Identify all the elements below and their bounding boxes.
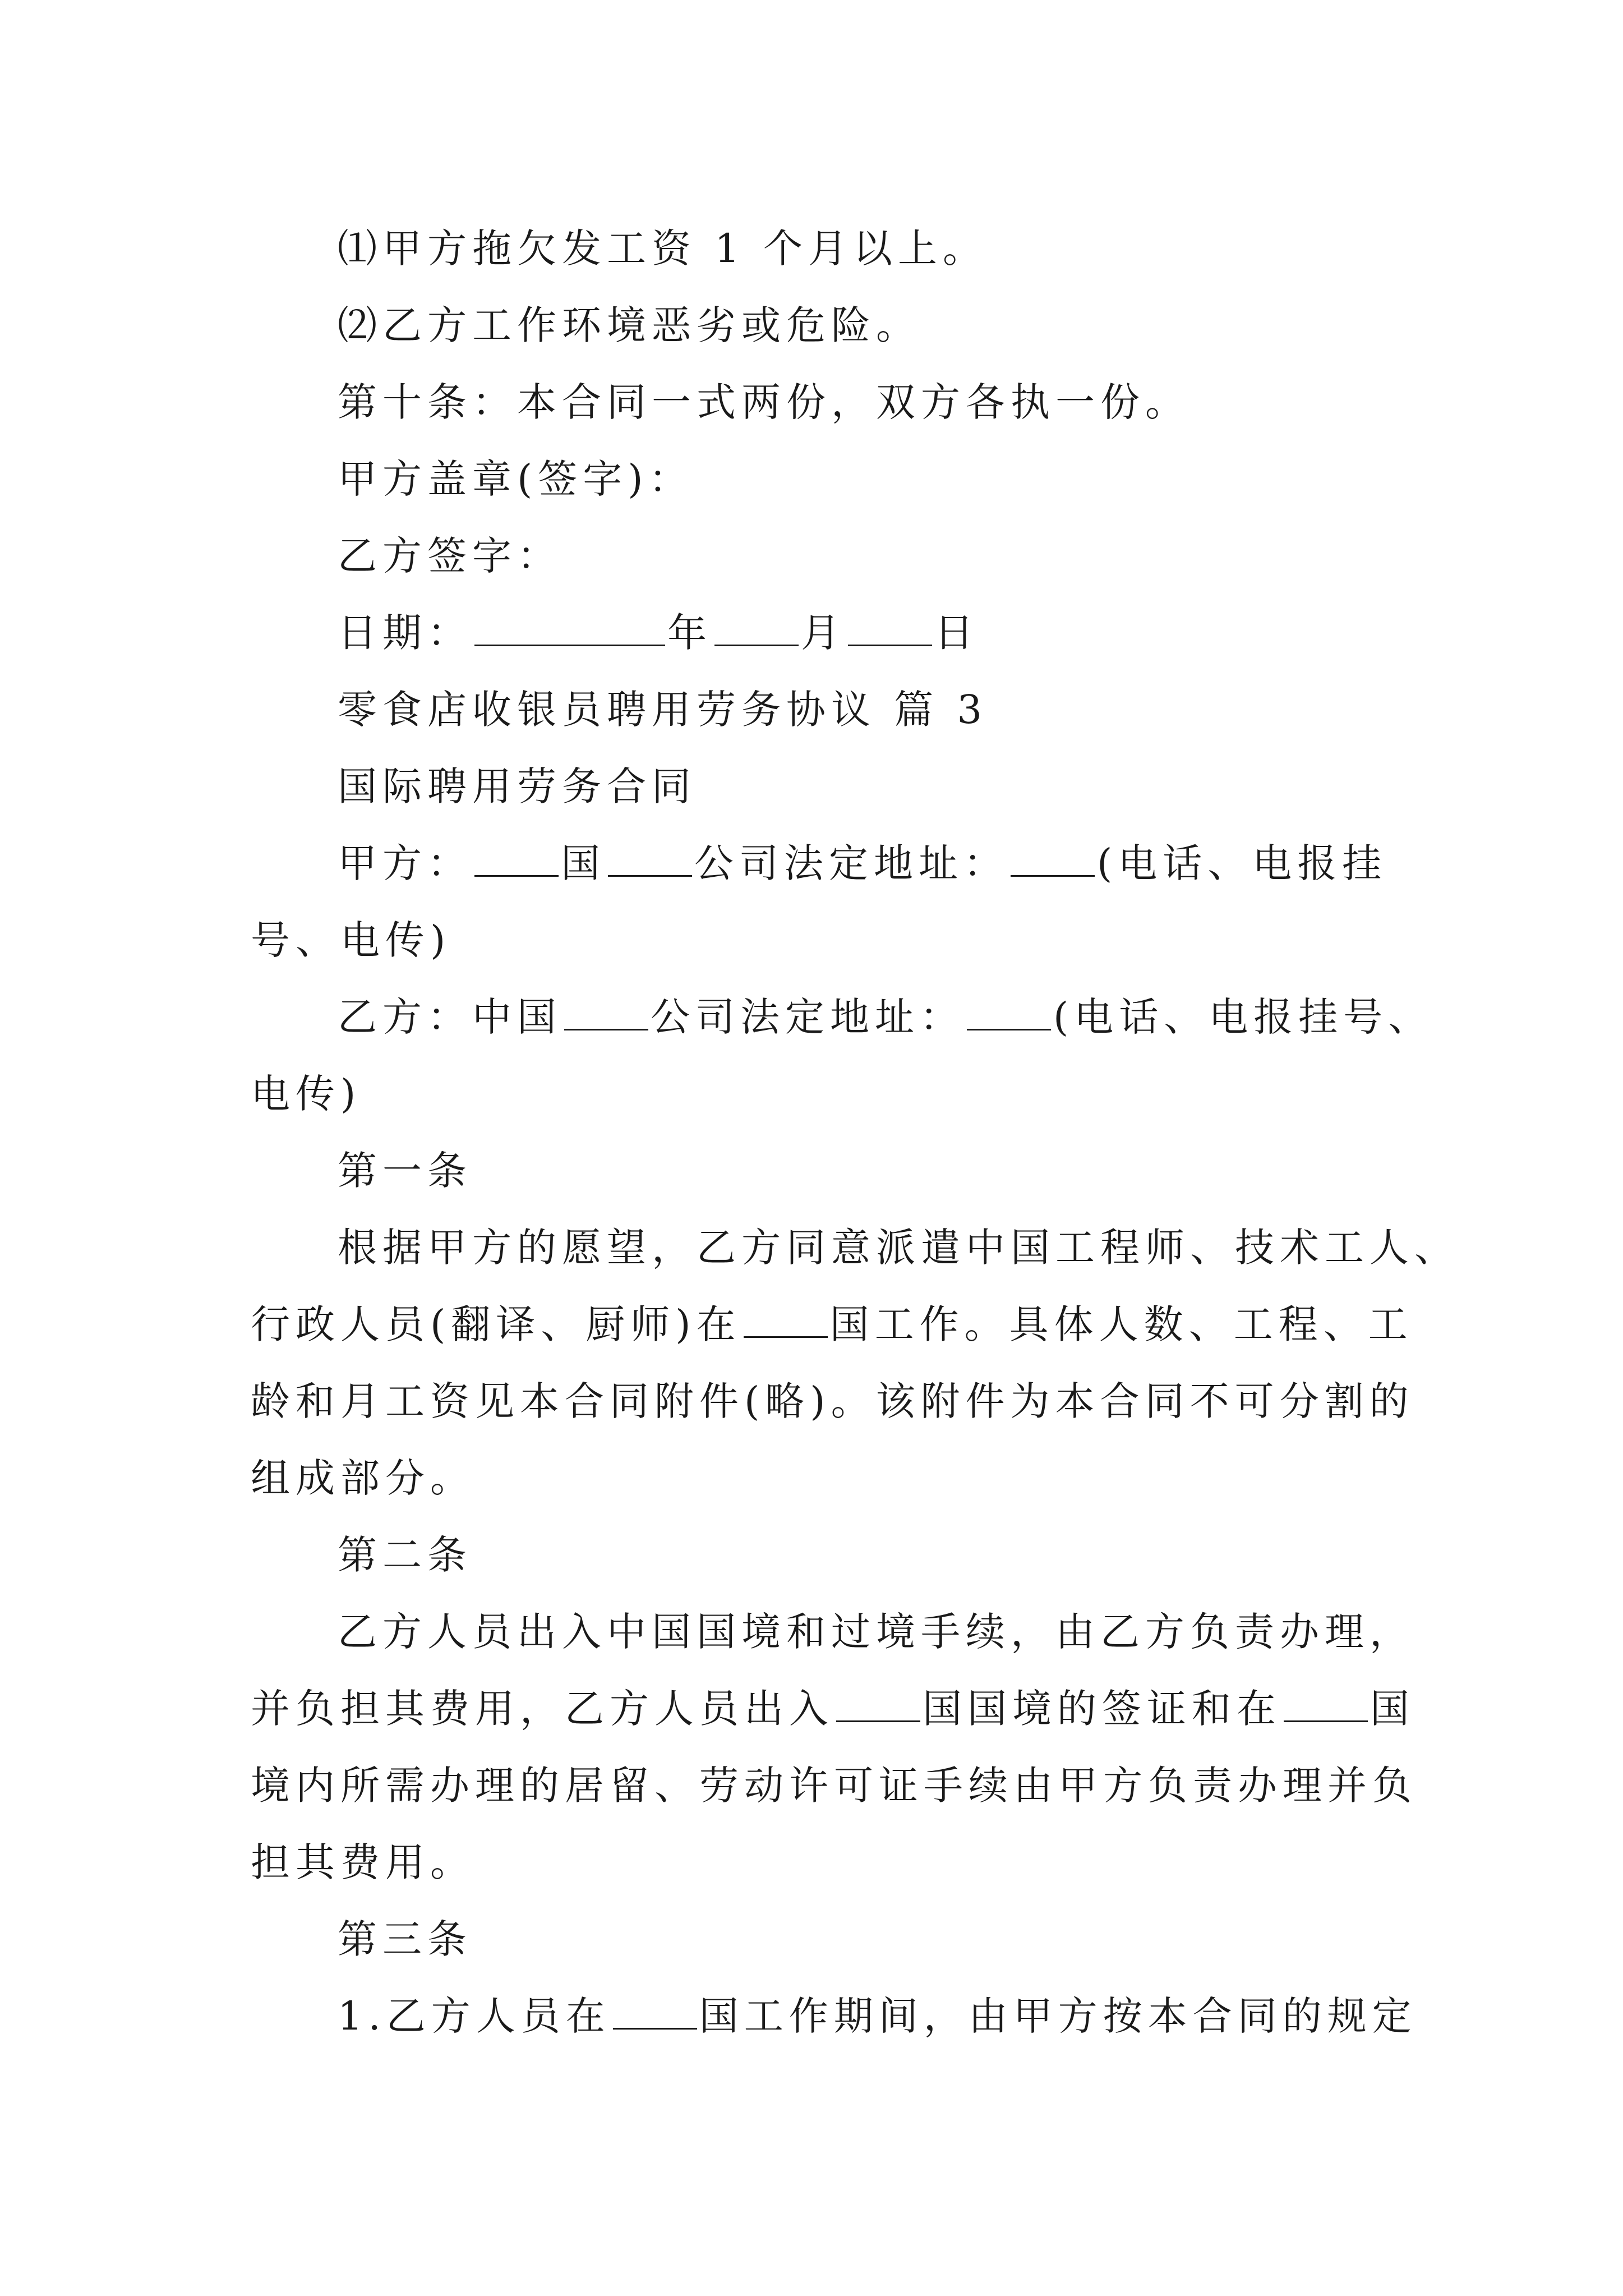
- party-a-contact: (电话、电报挂: [1097, 840, 1387, 886]
- article-2-line-2-c: 国: [1370, 1686, 1415, 1732]
- party-a-contact-cont: 号、电传): [251, 917, 451, 963]
- party-a-line: [251, 825, 1395, 902]
- party-b-line: [251, 979, 1433, 1056]
- date-line: [251, 595, 1395, 671]
- article-1-country-blank: [744, 1307, 828, 1338]
- item-1: ⑴甲方拖欠发工资 1 个月以上。: [338, 226, 988, 272]
- party-a-company: 公司法定地址：: [694, 840, 1008, 886]
- article-2-title: 第二条: [338, 1532, 472, 1578]
- article-2-line-3: 境内所需办理的居留、劳动许可证手续由甲方负责办理并负: [251, 1763, 1417, 1809]
- party-b-prefix: 乙方：中国: [338, 994, 562, 1040]
- date-day: 日: [934, 610, 979, 656]
- document-body: [251, 210, 1459, 2055]
- article-1-line-2-b: 国工作。具体人数、工程、工: [829, 1301, 1413, 1347]
- article-2-country-blank-1: [836, 1691, 920, 1722]
- article-2-line-4: 担其费用。: [251, 1839, 475, 1885]
- party-a-seal: 甲方盖章(签字)：: [338, 456, 694, 502]
- date-year: 年: [667, 610, 712, 656]
- party-b-company: 公司法定地址：: [651, 994, 965, 1040]
- party-a-guo: 国: [561, 840, 606, 886]
- party-b-contact: (电话、电报挂号、: [1053, 994, 1433, 1040]
- article-1-line-3: 龄和月工资见本合同附件(略)。该附件为本合同不可分割的: [251, 1378, 1414, 1424]
- article-2-country-blank-2: [1284, 1691, 1368, 1722]
- item-2: ⑵乙方工作环境恶劣或危险。: [338, 302, 921, 348]
- date-label: 日期：: [338, 610, 472, 656]
- article-3-line-1-b: 国工作期间，由甲方按本合同的规定: [699, 1993, 1417, 2039]
- article-1-line-4: 组成部分。: [251, 1455, 475, 1501]
- year-blank: [474, 615, 665, 646]
- article-1-title: 第一条: [338, 1148, 472, 1194]
- party-a-country-blank: [474, 846, 559, 877]
- article-2-line-1: 乙方人员出入中国国境和过境手续，由乙方负责办理，: [338, 1609, 1414, 1655]
- party-b-address-blank: [967, 1000, 1051, 1030]
- article-1-line-1: 根据甲方的愿望，乙方同意派遣中国工程师、技术工人、: [338, 1225, 1459, 1271]
- article-2-line-2-a: 并负担其费用，乙方人员出入: [251, 1686, 834, 1732]
- contract-title: 国际聘用劳务合同: [338, 763, 697, 809]
- article-10: 第十条：本合同一式两份，双方各执一份。: [338, 379, 1190, 425]
- date-month: 月: [801, 610, 846, 656]
- party-b-contact-cont: 电传): [251, 1071, 362, 1117]
- article-1-line-2-a: 行政人员(翻译、厨师)在: [251, 1301, 741, 1347]
- article-2-line-2-b: 国国境的签证和在: [923, 1686, 1281, 1732]
- article-1-line-2: [251, 1286, 1413, 1363]
- article-3-line-1: [251, 1978, 1417, 2055]
- month-blank: [714, 615, 799, 646]
- day-blank: [848, 615, 932, 646]
- article-3-title: 第三条: [338, 1916, 472, 1962]
- section-title: 零食店收银员聘用劳务协议 篇 3: [338, 687, 988, 733]
- article-3-line-1-a: 1.乙方人员在: [338, 1993, 611, 2039]
- article-3-country-blank: [613, 1999, 697, 2030]
- party-a-address-blank: [1011, 846, 1095, 877]
- party-a-prefix: 甲方：: [338, 840, 472, 886]
- party-b-sign: 乙方签字：: [338, 533, 562, 579]
- party-b-company-blank: [564, 1000, 648, 1030]
- party-a-company-blank: [608, 846, 692, 877]
- article-2-line-2: [251, 1671, 1415, 1747]
